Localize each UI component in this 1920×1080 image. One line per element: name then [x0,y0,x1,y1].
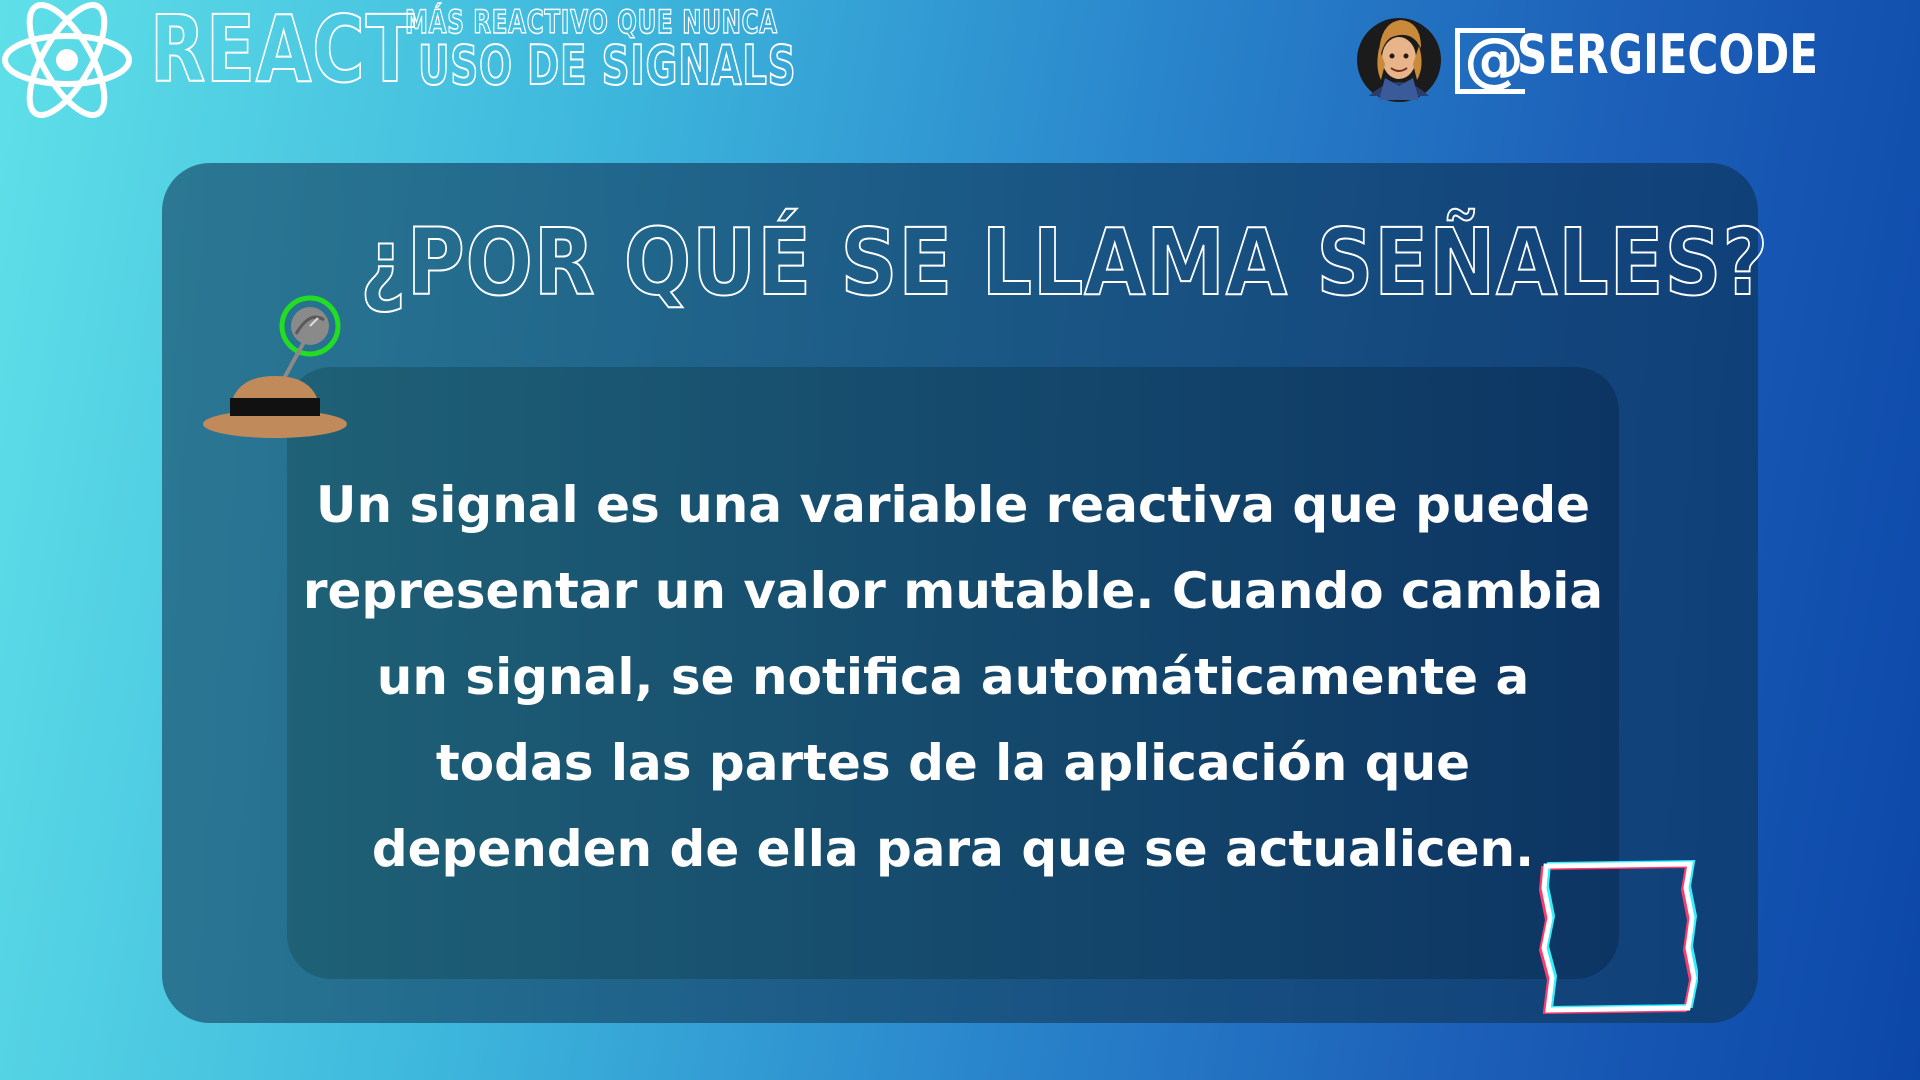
series-subtitle-tagline: MÁS REACTIVO QUE NUNCA [405,3,778,41]
body-line: todas las partes de la aplicación que [435,734,1471,792]
body-line: dependen de ella para que se actualicen. [371,820,1535,878]
series-subtitle-topic: USO DE SIGNALS [418,34,797,97]
brand-handle [1455,23,1883,95]
slide-question-heading: ¿POR QUÉ SE LLAMA SEÑALES? [360,209,1770,316]
avatar [1355,8,1443,104]
handle-name: SERGIECODE [1517,23,1819,86]
react-atom-icon [0,0,135,120]
glitch-frame-icon [1538,858,1698,1018]
body-line: representar un valor mutable. Cuando cambia [302,562,1604,620]
slide-body-text [287,462,1619,892]
handle-at-symbol: @ [1455,28,1525,94]
hat-with-satellite-dish-icon [200,290,350,460]
body-line: un signal, se notifica automáticamente a [376,648,1530,706]
series-title: REACT [150,0,416,103]
body-line: Un signal es una variable reactiva que puede [315,476,1591,534]
